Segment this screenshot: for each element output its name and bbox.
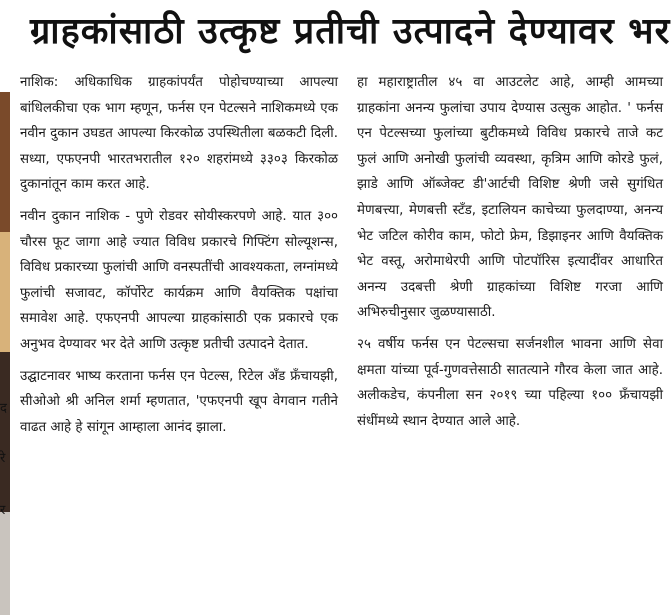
photo-fragment bbox=[0, 92, 10, 232]
adjacent-column-fragment: द bbox=[0, 401, 7, 416]
article-paragraph: नवीन दुकान नाशिक - पुणे रोडवर सोयीस्करपणे आहे. यात ३०० चौरस फूट जागा आहे ज्यात विविध प्रकारचे गिफ्टिंग सोल्यूशन्स, विविध प्रकारच्या फुलांची आणि वनस्पतींची आवश्यकता, लग्नांमध्ये फुलांची सजावट, कॉर्पोरेट कार्यक्रम आणि वैयक्तिक पक्षांचा समावेश आहे. एफएनपी आपल्या ग्राहकांसाठी एक प्रकारचे एक अनुभव देण्यावर भर देते आणि उत्कृष्ट प्रतीची उत्पादने देतात. bbox=[20, 208, 338, 352]
article-paragraph: उद्घाटनावर भाष्य करताना फर्नस एन पेटल्स, रिटेल अँड फ्रँचायझी, सीओओ श्री अनिल शर्मा म्हणतात, 'एफएनपी खूप वेगवान गतीने वाढत आहे हे सांगून आम्हाला आनंद झाला. bbox=[20, 368, 338, 435]
adjacent-photo-edge bbox=[0, 66, 10, 615]
article-paragraph: नाशिक: अधिकाधिक ग्राहकांपर्यंत पोहोचण्याच्या आपल्या बांधिलकीचा एक भाग म्हणून, फर्नस एन पेटल्सने नाशिकमध्ये एक नवीन दुकान उघडत आपल्या किरकोळ उपस्थितीला बळकटी दिली. सध्या, एफएनपी भारतभरातील १२० शहरांमध्ये ३३०३ किरकोळ दुकानांतून काम करत आहे. bbox=[20, 75, 338, 193]
article-headline: ग्राहकांसाठी उत्कृष्ट प्रतीची उत्पादने देण्यावर भर bbox=[30, 11, 671, 52]
adjacent-column-fragment: रे bbox=[0, 451, 6, 466]
photo-fragment bbox=[0, 512, 10, 615]
photo-fragment bbox=[0, 352, 10, 512]
photo-fragment bbox=[0, 232, 10, 352]
article-paragraph: २५ वर्षीय फर्नस एन पेटल्सचा सर्जनशील भावना आणि सेवा क्षमता यांच्या पूर्व-गुणवत्तेसाठी सातत्याने गौरव केला जात आहे. अलीकडेच, कंपनीला सन २०१९ च्या पहिल्या १०० फ्रँचायझी संधींमध्ये स्थान देण्यात आले आहे. bbox=[357, 336, 663, 429]
article-paragraph: हा महाराष्ट्रातील ४५ वा आउटलेट आहे, आम्ही आमच्या ग्राहकांना अनन्य फुलांचा उपाय देण्यास उत्सुक आहोत. ' फर्नस एन पेटल्सच्या फुलांच्या बुटीकमध्ये विविध प्रकारचे ताजे कट फुलं आणि अनोखी फुलांची व्यवस्था, कृत्रिम आणि कोरडे फुलं, झाडे आणि ऑब्जेक्ट डी'आर्टची विशिष्ट श्रेणी जसे सुगंधित मेणबत्त्या, मेणबत्ती स्टँड, इटालियन काचेच्या फुलदाण्या, अनन्य भेट जटिल कोरीव काम, फोटो फ्रेम, डिझाइनर आणि वैयक्तिक भेट वस्तू, अरोमाथेरपी आणि पोटपॉरिस इत्यादींवर आधारित अनन्य उदबत्ती श्रेणी ग्राहकांच्या विशिष्ट गरजा आणि अभिरुचीनुसार जुळण्यासाठी. bbox=[357, 75, 663, 321]
article-column-left bbox=[20, 70, 338, 440]
adjacent-column-fragment: र bbox=[0, 503, 6, 518]
article-column-right bbox=[357, 70, 663, 434]
